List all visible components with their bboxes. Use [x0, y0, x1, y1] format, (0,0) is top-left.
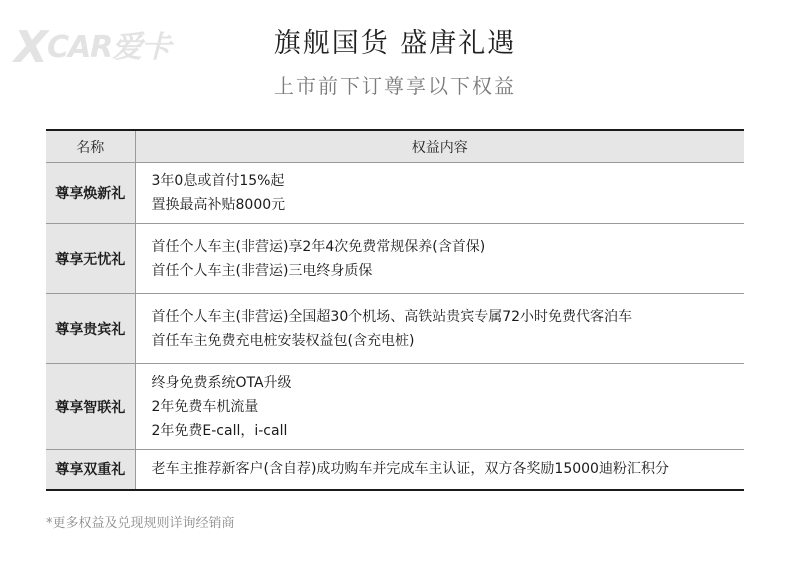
benefit-line: 3年0息或首付15%起 [151, 173, 285, 189]
benefit-line: 首任个人车主(非营运)三电终身质保 [151, 262, 373, 279]
benefit-name: 尊享无忧礼 [46, 224, 135, 294]
table-row [46, 163, 744, 224]
benefits-table [46, 129, 744, 491]
page-title: 旗舰国货 盛唐礼遇 [273, 28, 517, 59]
table-header-row [46, 130, 744, 163]
benefit-name: 尊享焕新礼 [46, 163, 135, 224]
table-row [46, 450, 744, 490]
column-header-name: 名称 [46, 130, 135, 163]
benefit-content [135, 364, 744, 450]
table-row [46, 294, 744, 364]
page-subtitle: 上市前下订尊享以下权益 [274, 74, 516, 98]
benefit-line: 2年免费车机流量 [151, 398, 259, 415]
benefit-content [135, 450, 744, 490]
footnote: *更多权益及兑现规则详询经销商 [46, 516, 235, 531]
benefit-line: 老车主推荐新客户(含自荐)成功购车并完成车主认证，双方各奖励15000迪粉汇积分 [151, 461, 669, 478]
benefit-line: 首任车主免费充电桩安装权益包(含充电桩) [151, 332, 415, 349]
benefit-line: 置换最高补贴8000元 [151, 197, 286, 213]
table-row [46, 224, 744, 294]
table-row [46, 364, 744, 450]
benefit-line: 首任个人车主(非营运)享2年4次免费常规保养(含首保) [151, 238, 486, 255]
benefit-name: 尊享双重礼 [46, 450, 135, 490]
benefit-content [135, 294, 744, 364]
benefit-line: 终身免费系统OTA升级 [151, 374, 292, 391]
benefit-name: 尊享贵宾礼 [46, 294, 135, 364]
benefit-line: 2年免费E-call，i-call [151, 422, 288, 439]
xcar-watermark-logo: XCAR爱卡 [14, 22, 171, 73]
benefit-name: 尊享智联礼 [46, 364, 135, 450]
column-header-content: 权益内容 [135, 130, 744, 163]
benefit-line: 首任个人车主(非营运)全国超30个机场、高铁站贵宾专属72小时免费代客泊车 [151, 308, 633, 325]
benefit-content [135, 163, 744, 224]
benefit-content [135, 224, 744, 294]
